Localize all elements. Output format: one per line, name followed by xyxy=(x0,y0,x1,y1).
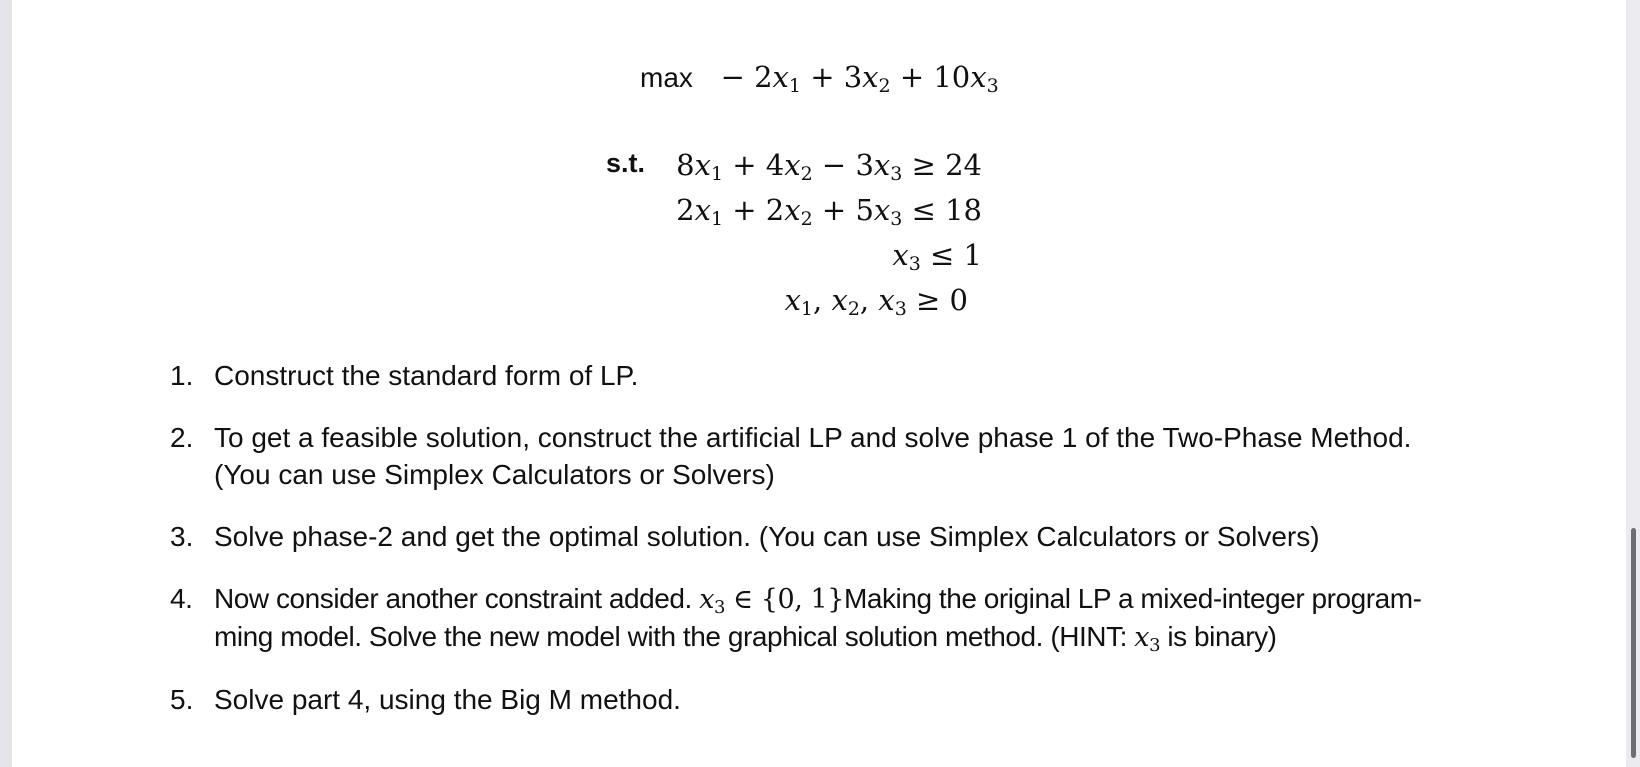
list-item-number: 5. xyxy=(170,684,194,715)
binary-set-math: $x_3$ ∈ {0, 1} xyxy=(699,584,844,618)
list-item-text: Solve phase-2 and get the optimal solution. (You can use Simplex Calculators or Solvers) xyxy=(214,521,1320,552)
list-item-text-end: is binary) xyxy=(1160,621,1277,652)
constraint-nonnegativity: $x_1$, $x_2$, $x_3 \ge 0$ xyxy=(784,283,968,320)
list-item-text: To get a feasible solution, construct the artificial LP and solve phase 1 of the Two-Phase Method. xyxy=(214,422,1412,453)
list-item xyxy=(170,681,1510,718)
task-list xyxy=(170,357,1510,718)
list-item-number: 1. xyxy=(170,360,194,391)
list-item-number: 4. xyxy=(170,583,193,614)
scrollbar-thumb[interactable] xyxy=(1631,528,1636,758)
list-item-text: Solve part 4, using the Big M method. xyxy=(214,684,681,715)
list-item xyxy=(170,357,1510,394)
list-item-text: Now consider another constraint added. xyxy=(214,583,700,614)
left-gutter xyxy=(0,0,12,767)
list-item xyxy=(170,419,1510,493)
constraint-2: $2x_1 + 2x_2 + 5x_3 \le 18$ xyxy=(676,193,982,230)
list-item-text-b: Making the original LP a mixed-integer program- xyxy=(844,583,1422,614)
list-item-number: 3. xyxy=(170,521,194,552)
list-item-text: Construct the standard form of LP. xyxy=(214,360,639,391)
constraint-1: $8x_1 + 4x_2 - 3x_3 \ge 24$ xyxy=(676,148,982,185)
objective-expression: − $2x_1 + 3x_2 + 10x_3$ xyxy=(720,60,999,97)
constraint-3: $x_3 \le 1$ xyxy=(892,238,982,275)
max-keyword: max xyxy=(640,62,693,93)
x3-math: $x_3$ xyxy=(1134,622,1161,656)
list-item-text-cont: ming model. Solve the new model with the graphical solution method. (HINT: xyxy=(214,621,1135,652)
list-item-text-cont: (You can use Simplex Calculators or Solvers) xyxy=(214,459,775,490)
list-item-number: 2. xyxy=(170,422,194,453)
list-item xyxy=(170,518,1510,555)
list-item xyxy=(170,580,1510,656)
subject-to-label: s.t. xyxy=(606,148,646,178)
objective-function xyxy=(640,60,999,97)
